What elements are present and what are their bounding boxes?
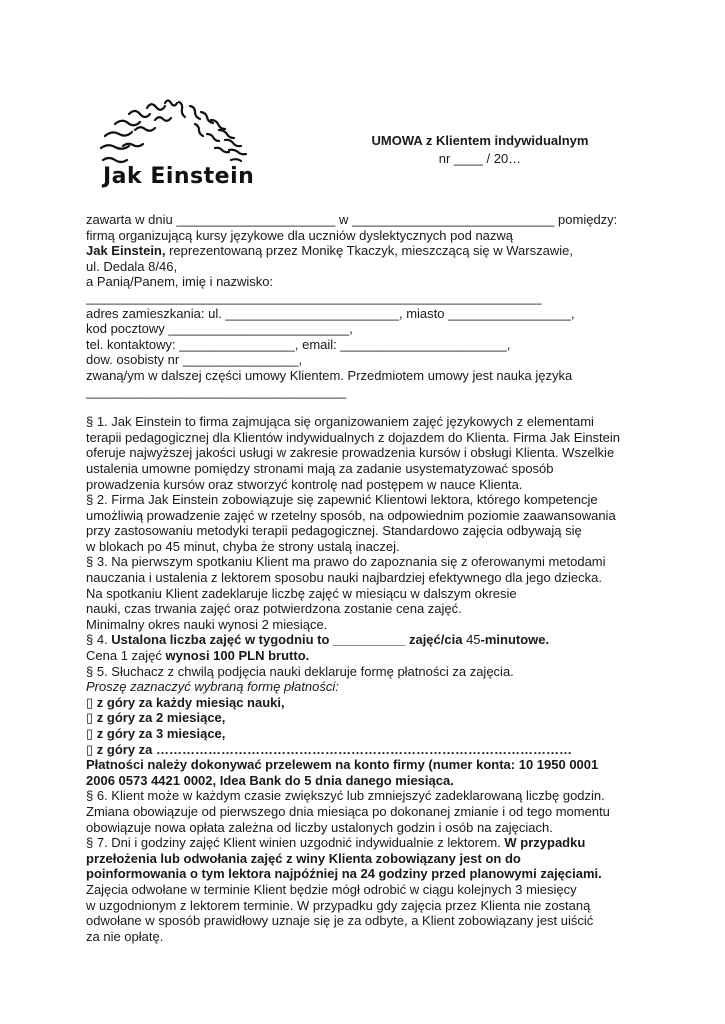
intro-line: ul. Dedala 8/46, xyxy=(86,258,178,274)
jak-einstein-logo xyxy=(95,98,270,198)
intro-line: zawarta w dniu ______________________ w ____________________________ pomiędzy: xyxy=(86,212,618,227)
payment-option: ▯ z góry za 2 miesiące, xyxy=(86,710,226,726)
address-field-line: adres zamieszkania: ul. ________________________, miasto _________________, xyxy=(86,305,575,321)
section-2: § 2. Firma Jak Einstein zobowiązuje się zapewnić Klientowi lektora, którego kompetencje umożliwią prowadzenie zajęć w rzetelny sposób, na odpowiednim poziomie zaawansowania przy zastosowaniu metodyki terapii pedagogicznej. Standardowo zajęcia odbywają się w blokach po 45 minut, chyba że strony ustalą inaczej. xyxy=(86,492,616,554)
document-number: nr ____ / 20… xyxy=(438,151,522,166)
section-1: § 1. Jak Einstein to firma zajmująca się organizowaniem zajęć językowych z elementami terapii pedagogicznej dla Klientów indywidualnych z dojazdem do Klienta. Firma Jak Einstein oferuje najwyższej jakości usługi w zakresie prowadzenia kursów i obsługi Klienta. Wszelkie ustalenia umowne pomiędzy stronami mają za zadanie usystematyzować sposób prowadzenia kursów oraz stworzyć kontrolę nad postępem w nauce Klienta. xyxy=(86,414,621,492)
checkbox-icon: ▯ xyxy=(86,726,94,741)
id-field-line: dow. osobisty nr ________________, xyxy=(86,352,303,368)
section-7: § 7. Dni i godziny zajęć Klient winien uzgodnić indywidualnie z lektorem. W przypadku przełożenia lub odwołania zajęć z winy Klienta zobowiązany jest on do poinformowania o tym lektora najpóźniej na 24 godziny przed planowymi zajęciami. Zajęcia odwołane w terminie Klient będzie mógł odrobić w ciągu kolejnych 3 miesięcy w uzgodnionym z lektorem terminie. W przypadku gdy zajęcia przez Klienta nie zostaną odwołane w sposób prawidłowy uznaje się je za odbyte, a Klient zobowiązany jest uiścić za nie opłatę. xyxy=(86,835,602,944)
logo-text: Jak Einstein xyxy=(103,164,255,189)
checkbox-icon: ▯ xyxy=(86,741,94,757)
payment-option: ▯ z góry za 3 miesiące, xyxy=(86,726,226,741)
checkbox-icon: ▯ xyxy=(86,694,94,710)
intro-line: firmą organizującą kursy językowe dla uczniów dyslektycznych pod nazwą xyxy=(86,227,514,243)
name-field-line: _______________________________________________________________ xyxy=(86,289,542,305)
section-5: § 5. Słuchacz z chwilą podjęcia nauki deklaruje formę płatności za zajęcia. Proszę zaznaczyć wybraną formę płatności: ▯ z góry za każdy miesiąc nauki, ▯ z góry za 2 miesiące, ▯ z góry za 3 miesiące, ▯ z góry za …………………………………………………………………………………… Płatności należy dokonywać przelewem na konto firmy (numer konta: 10 1950 0001 2006 0573 4421 0002, Idea Bank do 5 dnia danego miesiąca. xyxy=(86,664,646,789)
contract-body xyxy=(86,212,646,944)
payment-option: ▯ z góry za …………………………………………………………………………………… xyxy=(86,741,573,757)
checkbox-icon: ▯ xyxy=(86,710,94,726)
bank-account-line: Płatności należy dokonywać przelewem na konto firmy (numer konta: 10 1950 0001 xyxy=(86,757,599,773)
section-3: § 3. Na pierwszym spotkaniu Klient ma prawo do zapoznania się z oferowanymi metodami nauczania i ustalenia z lektorem sposobu nauki najbardziej efektywnego dla jego dziecka. Na spotkaniu Klient zadeklaruje liczbę zajęć w miesiącu w dalszym okresie nauki, czas trwania zajęć oraz potwierdzona zostanie cena zajęć. Minimalny okres nauki wynosi 2 miesiące. xyxy=(86,554,606,632)
contact-field-line: tel. kontaktowy: ________________, email: _______________________, xyxy=(86,336,511,352)
postal-field-line: kod pocztowy _________________________, xyxy=(86,321,353,337)
bank-account-line: 2006 0573 4421 0002, Idea Bank do 5 dnia danego miesiąca. xyxy=(86,772,454,788)
section-6: § 6. Klient może w każdym czasie zwiększyć lub zmniejszyć zadeklarowaną liczbę godzin. Zmiana obowiązuje od pierwszego dnia miesiąca po dokonanej zmianie i od tego momentu obowiązuje nowa opłata zależna od liczby ustalonych godzin i osób na zajęciach. xyxy=(86,788,610,835)
intro-line: a Panią/Panem, imię i nazwisko: xyxy=(86,274,274,290)
document-title: UMOWA z Klientem indywidualnym xyxy=(371,133,589,148)
language-field-line: ____________________________________ xyxy=(86,383,347,399)
section-4: § 4. Ustalona liczba zajęć w tygodniu to __________ zajęć/cia 45-minutowe. Cena 1 zajęć wynosi 100 PLN brutto. xyxy=(86,632,550,664)
payment-option: ▯ z góry za każdy miesiąc nauki, xyxy=(86,694,285,710)
intro-line: zwaną/ym w dalszej części umowy Klientem. Przedmiotem umowy jest nauka języka xyxy=(86,367,573,383)
company-name: Jak Einstein, xyxy=(86,243,166,259)
price: wynosi 100 PLN brutto. xyxy=(165,648,310,664)
intro-line: Jak Einstein, reprezentowaną przez Monikę Tkaczyk, mieszczącą się w Warszawie, xyxy=(86,243,573,259)
